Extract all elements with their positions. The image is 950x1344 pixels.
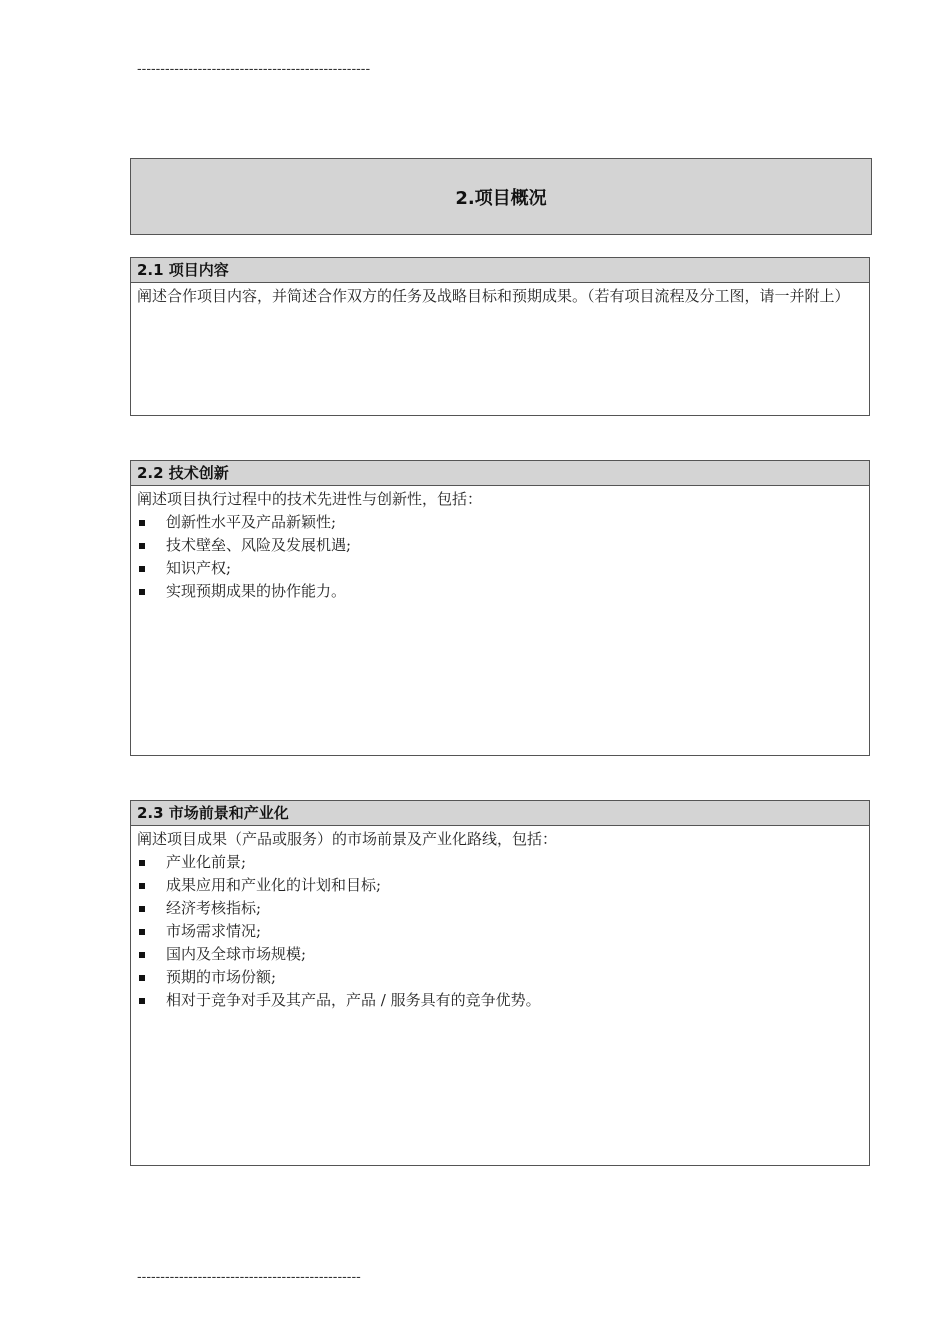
page-title: 2.项目概况	[130, 158, 872, 235]
list-item	[137, 534, 863, 557]
section-header: 2.3 市场前景和产业化	[131, 801, 869, 826]
bottom-separator-line: ------------------------------------------------	[137, 1268, 361, 1284]
list-item-text: 技术壁垒、风险及发展机遇;	[166, 536, 352, 554]
list-item-text: 知识产权;	[166, 559, 232, 577]
bullet-list	[137, 511, 863, 603]
square-bullet-icon	[139, 543, 145, 549]
section-project-content	[130, 257, 870, 416]
section-body	[131, 486, 869, 603]
section-body	[131, 283, 869, 308]
section-body	[131, 826, 869, 1012]
square-bullet-icon	[139, 975, 145, 981]
list-item-text: 实现预期成果的协作能力。	[166, 582, 347, 600]
list-item	[137, 920, 863, 943]
list-item-text: 国内及全球市场规模;	[166, 945, 307, 963]
square-bullet-icon	[139, 520, 145, 526]
square-bullet-icon	[139, 589, 145, 595]
list-item-text: 成果应用和产业化的计划和目标;	[166, 876, 382, 894]
bullet-list	[137, 851, 863, 1012]
section-intro: 阐述合作项目内容，并简述合作双方的任务及战略目标和预期成果。（若有项目流程及分工图，请一并附上）	[137, 287, 850, 305]
list-item	[137, 897, 863, 920]
square-bullet-icon	[139, 883, 145, 889]
list-item	[137, 557, 863, 580]
square-bullet-icon	[139, 998, 145, 1004]
section-intro: 阐述项目执行过程中的技术先进性与创新性，包括：	[137, 490, 483, 508]
square-bullet-icon	[139, 929, 145, 935]
square-bullet-icon	[139, 952, 145, 958]
list-item-text: 产业化前景;	[166, 853, 247, 871]
list-item-text: 创新性水平及产品新颖性;	[166, 513, 337, 531]
section-market-industrialization	[130, 800, 870, 1166]
list-item-text: 经济考核指标;	[166, 899, 262, 917]
list-item	[137, 989, 863, 1012]
section-header: 2.2 技术创新	[131, 461, 869, 486]
list-item	[137, 874, 863, 897]
list-item-text: 相对于竞争对手及其产品，产品 / 服务具有的竞争优势。	[166, 991, 541, 1009]
square-bullet-icon	[139, 566, 145, 572]
section-header: 2.1 项目内容	[131, 258, 869, 283]
list-item	[137, 943, 863, 966]
top-separator-line: --------------------------------------------------	[137, 60, 371, 76]
list-item	[137, 511, 863, 534]
list-item-text: 预期的市场份额;	[166, 968, 277, 986]
section-tech-innovation	[130, 460, 870, 756]
list-item	[137, 851, 863, 874]
square-bullet-icon	[139, 860, 145, 866]
list-item-text: 市场需求情况;	[166, 922, 262, 940]
section-intro: 阐述项目成果（产品或服务）的市场前景及产业化路线，包括：	[137, 830, 558, 848]
list-item	[137, 580, 863, 603]
list-item	[137, 966, 863, 989]
square-bullet-icon	[139, 906, 145, 912]
